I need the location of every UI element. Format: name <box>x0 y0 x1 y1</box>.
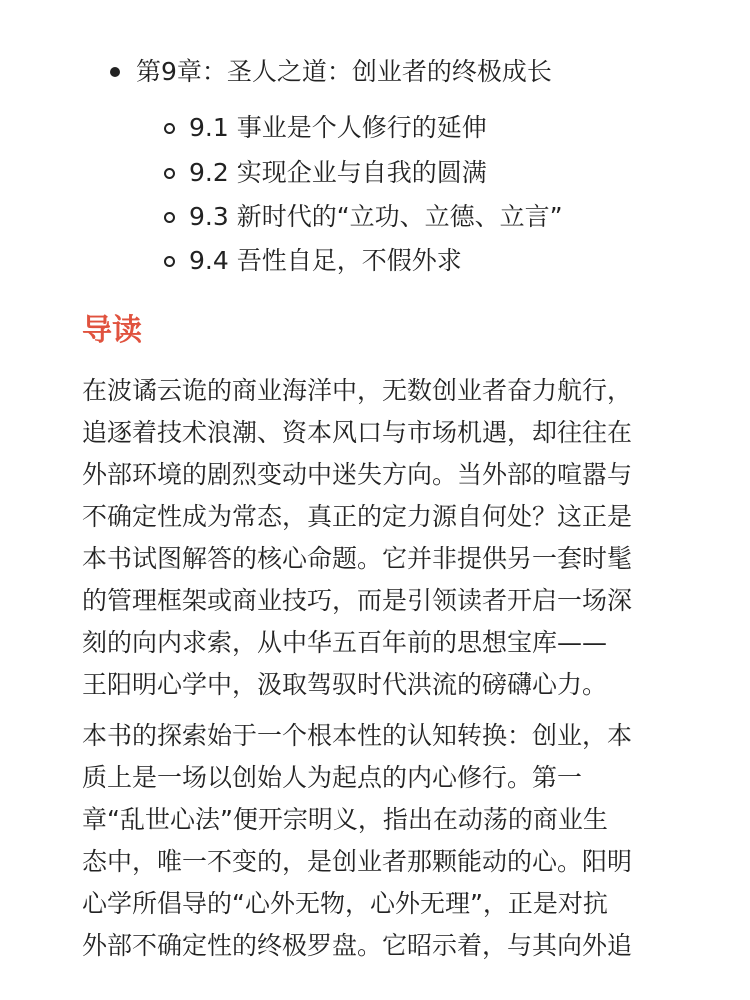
section-label: 9.1 事业是个人修行的延伸 <box>189 113 487 142</box>
bullet-circle-icon <box>164 168 175 179</box>
bullet-disc-icon <box>110 67 120 77</box>
toc-section-item <box>164 197 563 237</box>
paragraph-line: 本书试图解答的核心命题。它并非提供另一套时髦 <box>82 544 633 573</box>
bullet-circle-icon <box>164 212 175 223</box>
paragraph-line: 刻的向内求索，从中华五百年前的思想宝库—— <box>82 628 608 657</box>
section-label: 9.4 吾性自足，不假外求 <box>189 246 462 275</box>
paragraph-line: 不确定性成为常态，真正的定力源自何处？这正是 <box>82 502 633 531</box>
toc-section-item <box>164 241 462 281</box>
paragraph-line: 王阳明心学中，汲取驾驭时代洪流的磅礴心力。 <box>82 670 608 699</box>
paragraph-line: 质上是一场以创始人为起点的内心修行。第一 <box>82 763 583 792</box>
paragraph-line: 追逐着技术浪潮、资本风口与市场机遇，却往往在 <box>82 418 633 447</box>
bullet-circle-icon <box>164 256 175 267</box>
bullet-circle-icon <box>164 123 175 134</box>
toc-chapter-item <box>110 52 552 92</box>
paragraph-line: 心学所倡导的“心外无物，心外无理”，正是对抗 <box>82 889 608 918</box>
intro-heading: 导读 <box>82 313 142 348</box>
paragraph-line: 外部不确定性的终极罗盘。它昭示着，与其向外追 <box>82 931 633 960</box>
chapter-title: 第9章：圣人之道：创业者的终极成长 <box>136 57 552 86</box>
paragraph-line: 外部环境的剧烈变动中迷失方向。当外部的喧嚣与 <box>82 460 633 489</box>
paragraph-line: 的管理框架或商业技巧，而是引领读者开启一场深 <box>82 586 633 615</box>
section-label: 9.2 实现企业与自我的圆满 <box>189 158 487 187</box>
paragraph-line: 态中，唯一不变的，是创业者那颗能动的心。阳明 <box>82 847 633 876</box>
paragraph-line: 本书的探索始于一个根本性的认知转换：创业，本 <box>82 721 633 750</box>
paragraph-line: 章“乱世心法”便开宗明义，指出在动荡的商业生 <box>82 805 608 834</box>
paragraph-line: 在波谲云诡的商业海洋中，无数创业者奋力航行， <box>82 376 633 405</box>
section-label: 9.3 新时代的“立功、立德、立言” <box>189 202 563 231</box>
toc-section-item <box>164 153 487 193</box>
toc-section-item <box>164 108 487 148</box>
